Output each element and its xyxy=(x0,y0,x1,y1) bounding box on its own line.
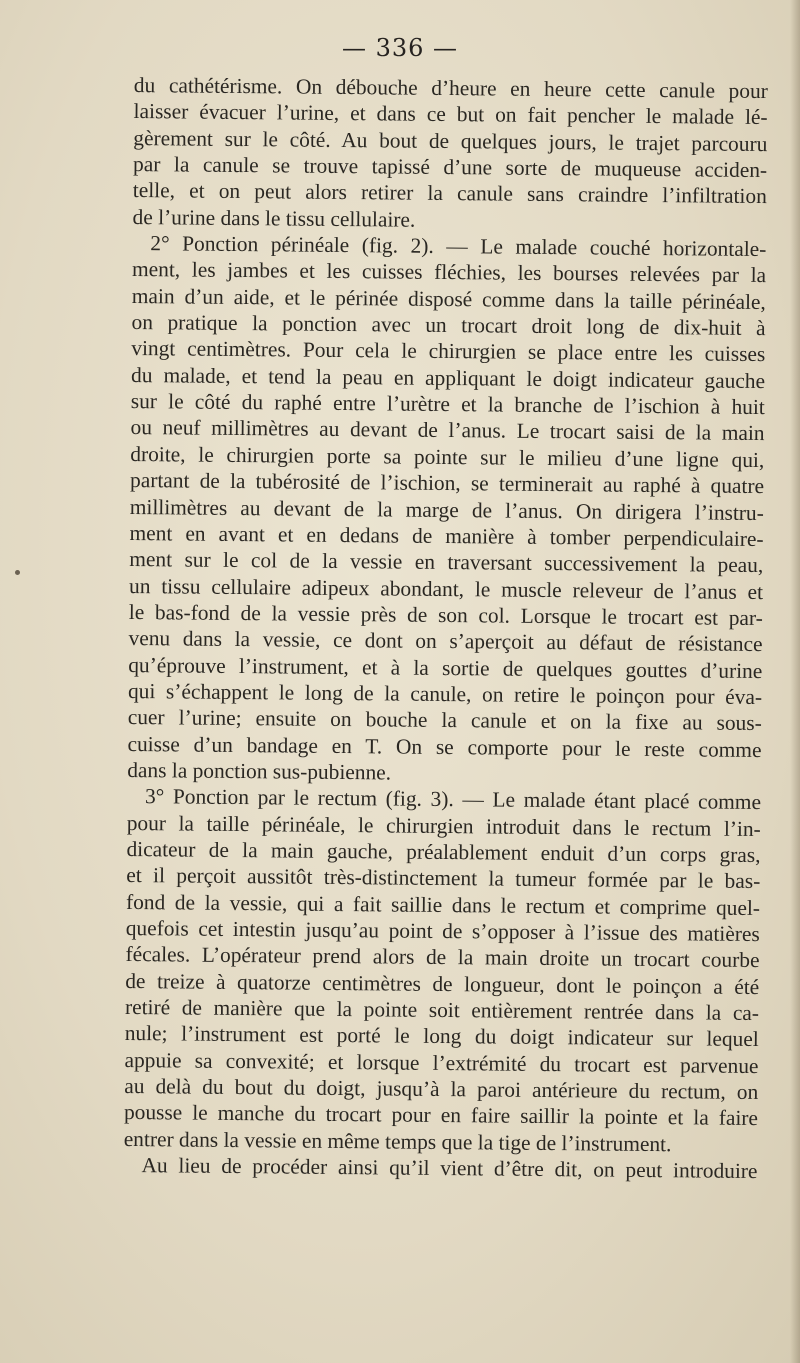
text-line: vingt centimètres. Pour cela le chirurgien se place entre les cuisses xyxy=(131,336,766,367)
page-edge-shadow xyxy=(790,0,800,1363)
text-line: entrer dans la vessie en même temps que la tige de l’instrument. xyxy=(123,1126,672,1156)
text-line: un tissu cellulaire adipeux abondant, le muscle releveur de l’anus et xyxy=(128,573,764,604)
text-line: cuisse d’un bandage en T. On se comporte pour le reste comme xyxy=(127,731,762,762)
text-line: main d’un aide, et le périnée disposé comme dans la taille périnéale, xyxy=(131,283,766,314)
text-line: pousse le manche du trocart pour en faire saillir la pointe et la faire xyxy=(123,1100,759,1131)
text-line: ment, les jambes et les cuisses fléchies, les bourses relevées par la xyxy=(131,257,767,288)
text-line: par la canule se trouve tapissé d’une sorte de muqueuse acciden- xyxy=(133,152,768,183)
text-line: et il perçoit aussitôt très-distinctement la tumeur formée par le bas- xyxy=(126,863,761,894)
text-line: qu’éprouve l’instrument, et à la sortie de quelques gouttes d’urine xyxy=(128,652,763,683)
text-line: cuer l’urine; ensuite on bouche la canule et on la fixe au sous- xyxy=(127,705,762,736)
text-line: ment en avant et en dedans de manière à tomber perpendiculaire- xyxy=(129,520,764,551)
page-number-header: — 336 — xyxy=(341,34,459,62)
text-line: sur le côté du raphé entre l’urètre et la branche de l’ischion à huit xyxy=(130,389,765,420)
text-line: du malade, et tend la peau en appliquant le doigt indicateur gauche xyxy=(130,362,766,393)
text-line: partant de la tubérosité de l’ischion, se terminerait au raphé à quatre xyxy=(129,468,765,499)
text-line: droite, le chirurgien porte sa pointe sur le milieu d’une ligne qui, xyxy=(130,441,765,472)
text-line: gèrement sur le côté. Au bout de quelques jours, le trajet parcouru xyxy=(133,125,768,156)
text-line: ou neuf millimètres au devant de l’anus. Le trocart saisi de la main xyxy=(130,415,765,446)
text-line: pour la taille périnéale, le chirurgien introduit dans le rectum l’in- xyxy=(126,810,761,841)
text-line: millimètres au devant de la marge de l’anus. On dirigera l’instru- xyxy=(129,494,764,525)
text-line: au delà du bout du doigt, jusqu’à la paroi antérieure du rectum, on xyxy=(124,1074,759,1105)
body-text xyxy=(123,72,768,1184)
text-line: laisser évacuer l’urine, et dans ce but on fait pencher le malade lé- xyxy=(133,99,768,130)
text-line: fond de la vessie, qui a fait saillie dans le rectum et comprime quel- xyxy=(125,889,761,920)
text-line: fécales. L’opérateur prend alors de la main droite un trocart courbe xyxy=(125,942,760,973)
text-line: venu dans la vessie, ce dont on s’aperçoit au défaut de résistance xyxy=(128,626,763,657)
text-line: de treize à quatorze centimètres de longueur, dont le poinçon a été xyxy=(125,968,760,999)
text-line: quefois cet intestin jusqu’au point de s’opposer à l’issue des matières xyxy=(125,915,760,947)
text-line: dans la ponction sus-pubienne. xyxy=(127,757,392,785)
text-line: retiré de manière que la pointe soit entièrement rentrée dans la ca- xyxy=(124,994,760,1026)
text-line: qui s’échappent le long de la canule, on retire le poinçon pour éva- xyxy=(127,678,763,709)
text-line: du cathétérisme. On débouche d’heure en heure cette canule pour xyxy=(133,72,768,104)
text-line: nule; l’instrument est porté le long du doigt indicateur sur lequel xyxy=(124,1021,759,1052)
text-line: 3° Ponction par le rectum (fig. 3). — Le malade étant placé comme xyxy=(144,784,762,815)
text-line: de l’urine dans le tissu cellulaire. xyxy=(132,204,416,232)
text-line: 2° Ponction périnéale (fig. 2). — Le malade couché horizontale- xyxy=(150,231,767,262)
margin-speck xyxy=(15,570,20,575)
text-line: appuie sa convexité; et lorsque l’extrémité du trocart est parvenue xyxy=(124,1047,759,1078)
text-line: telle, et on peut alors retirer la canule sans craindre l’infiltration xyxy=(132,178,767,209)
text-line: ment sur le col de la vessie en traversant successivement la peau, xyxy=(129,547,764,578)
text-line: Au lieu de procéder ainsi qu’il vient d’être dit, on peut introduire xyxy=(141,1153,758,1184)
text-line: le bas-fond de la vessie près de son col. Lorsque le trocart est par- xyxy=(128,599,763,630)
text-line: dicateur de la main gauche, préalablement enduit d’un corps gras, xyxy=(126,836,761,868)
text-line: on pratique la ponction avec un trocart droit long de dix-huit à xyxy=(131,310,766,341)
